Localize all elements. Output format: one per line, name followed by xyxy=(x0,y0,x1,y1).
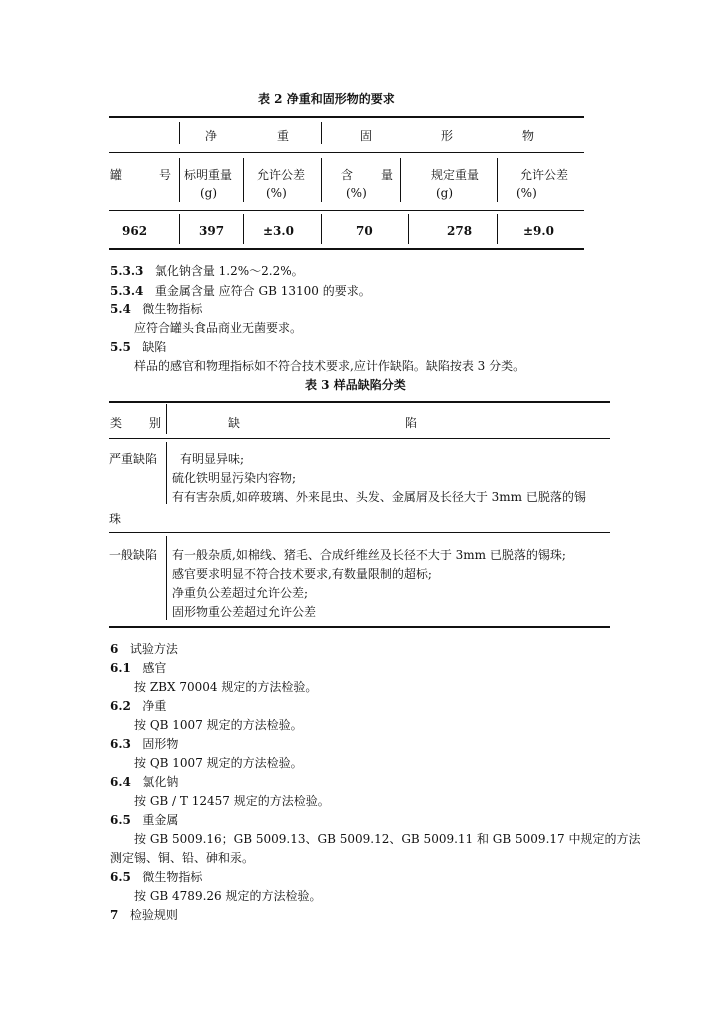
table2-col-content-unit: (%) xyxy=(346,186,367,200)
table2-cell-can: 962 xyxy=(122,224,148,238)
table2-group-net: 重 xyxy=(277,129,290,143)
section-number: 6.1 xyxy=(110,661,131,675)
section-number: 6.4 xyxy=(110,775,131,789)
section-body xyxy=(110,849,254,866)
section-6-2 xyxy=(110,697,166,714)
table3-serious-label: 严重缺陷 xyxy=(109,452,158,466)
table2-divider xyxy=(243,214,244,244)
section-number: 5.4 xyxy=(110,302,131,316)
table3-top-rule xyxy=(109,401,610,403)
table3-serious-item: 有明显异味; xyxy=(180,452,245,466)
table3-divider xyxy=(166,404,167,434)
section-text: 按 QB 1007 规定的方法检验。 xyxy=(134,718,303,732)
table3-head-category: 类 xyxy=(110,416,123,430)
table2-bottom-rule xyxy=(109,248,584,250)
section-text: 按 GB 4789.26 规定的方法检验。 xyxy=(134,889,322,903)
section-6-3 xyxy=(110,735,178,752)
section-7 xyxy=(110,906,178,923)
section-body xyxy=(134,887,321,904)
section-number: 5.3.3 xyxy=(110,264,144,278)
table3-bottom-rule xyxy=(109,626,610,628)
table2-cell-solid-tolerance: ±9.0 xyxy=(523,224,554,238)
section-body xyxy=(134,754,303,771)
table2-cell-specified: 278 xyxy=(447,224,473,238)
section-number: 6.5 xyxy=(110,870,131,884)
table2-col-tolerance: 允许公差 xyxy=(257,168,306,182)
section-body xyxy=(134,678,317,695)
section-text: 检验规则 xyxy=(129,908,178,922)
section-text: 氯化钠 xyxy=(142,775,179,789)
table2-col-content: 含 xyxy=(341,168,354,182)
table2-divider xyxy=(408,214,409,244)
section-text: 样品的感官和物理指标如不符合技术要求,应计作缺陷。缺陷按表 3 分类。 xyxy=(134,359,526,373)
table2-col-can: 罐 xyxy=(110,168,123,182)
section-number: 5.3.4 xyxy=(110,284,144,298)
table2-divider xyxy=(497,214,498,244)
section-6 xyxy=(110,640,178,657)
section-text: 按 QB 1007 规定的方法检验。 xyxy=(134,756,303,770)
table3-general-label: 一般缺陷 xyxy=(109,548,158,562)
table2-divider xyxy=(321,158,322,202)
table2-col-specified: 规定重量 xyxy=(431,168,480,182)
table3-header-rule xyxy=(109,438,610,439)
table3-row-rule xyxy=(109,532,610,533)
table3-serious-wrap: 珠 xyxy=(109,512,122,526)
section-text: 感官 xyxy=(142,661,167,675)
section-text: 微生物指标 xyxy=(142,870,203,884)
table2-divider xyxy=(321,122,322,144)
table3-general-item: 感官要求明显不符合技术要求,有数量限制的超标; xyxy=(172,567,432,581)
table2-col-solid-tolerance-unit: (%) xyxy=(516,186,537,200)
section-text: 净重 xyxy=(142,699,167,713)
section-number: 6.5 xyxy=(110,813,131,827)
table3-general-item: 净重负公差超过允许公差; xyxy=(172,586,309,600)
table3-general-item: 固形物重公差超过允许公差 xyxy=(172,605,317,619)
table2-col-content: 量 xyxy=(381,168,394,182)
table3-divider xyxy=(166,442,167,504)
section-body xyxy=(134,830,640,847)
table2-col-solid-tolerance: 允许公差 xyxy=(520,168,569,182)
table2-col-labeled-unit: (g) xyxy=(200,186,218,200)
section-number: 6.2 xyxy=(110,699,131,713)
section-5-5 xyxy=(110,338,166,355)
section-6-5b xyxy=(110,868,202,885)
section-text: 微生物指标 xyxy=(142,302,203,316)
table2-cell-labeled: 397 xyxy=(199,224,225,238)
table2-group-solid: 固 xyxy=(360,129,373,143)
section-text: 试验方法 xyxy=(129,642,178,656)
table2-divider xyxy=(497,158,498,202)
table3-head-defect: 缺 xyxy=(228,416,241,430)
section-body xyxy=(134,792,330,809)
table2-col-tolerance-unit: (%) xyxy=(266,186,287,200)
table2-col-labeled: 标明重量 xyxy=(184,168,233,182)
table3-general-item: 有一般杂质,如棉线、猪毛、合成纤维丝及长径不大于 3mm 已脱落的锡珠; xyxy=(172,548,566,562)
section-number: 7 xyxy=(110,908,119,922)
table2-cell-content: 70 xyxy=(356,224,373,238)
table3-head-defect: 陷 xyxy=(405,416,418,430)
section-5-4 xyxy=(110,300,202,317)
section-5-3-3 xyxy=(110,262,304,279)
table2-header-rule xyxy=(109,210,584,211)
section-text: 测定锡、铜、铅、砷和汞。 xyxy=(110,851,255,865)
section-text: 按 GB / T 12457 规定的方法检验。 xyxy=(134,794,330,808)
section-text: 重金属 xyxy=(142,813,179,827)
section-text: 按 GB 5009.16；GB 5009.13、GB 5009.12、GB 5009.11 和 GB 5009.17 中规定的方法 xyxy=(134,832,641,846)
table2-col-specified-unit: (g) xyxy=(436,186,454,200)
section-body xyxy=(134,716,303,733)
table3-serious-item: 有有害杂质,如碎玻璃、外来昆虫、头发、金属屑及长径大于 3mm 已脱落的锡 xyxy=(172,490,586,504)
table2-divider xyxy=(243,158,244,202)
table3-caption: 表 3 样品缺陷分类 xyxy=(305,378,406,392)
table2-divider xyxy=(179,214,180,244)
section-6-4 xyxy=(110,773,178,790)
table2-divider xyxy=(321,214,322,244)
table3-head-category: 别 xyxy=(149,416,162,430)
section-text: 按 ZBX 70004 规定的方法检验。 xyxy=(134,680,318,694)
table2-mid-rule xyxy=(109,152,584,153)
table2-col-can: 号 xyxy=(159,168,172,182)
table2-group-solid: 形 xyxy=(441,129,454,143)
section-6-5 xyxy=(110,811,178,828)
section-text: 应符合罐头食品商业无菌要求。 xyxy=(134,321,303,335)
table2-divider xyxy=(179,158,180,202)
table2-divider xyxy=(179,122,180,144)
section-number: 5.5 xyxy=(110,340,131,354)
table2-top-rule xyxy=(109,116,584,118)
section-6-1 xyxy=(110,659,166,676)
section-body xyxy=(134,357,525,374)
section-text: 重金属含量 应符合 GB 13100 的要求。 xyxy=(154,284,371,298)
section-5-3-4 xyxy=(110,282,371,299)
table2-divider xyxy=(400,158,401,202)
table2-cell-tolerance: ±3.0 xyxy=(263,224,294,238)
table2-caption: 表 2 净重和固形物的要求 xyxy=(258,92,395,106)
section-body xyxy=(134,319,302,336)
table2-group-net: 净 xyxy=(205,129,218,143)
table2-group-solid: 物 xyxy=(522,129,535,143)
section-number: 6.3 xyxy=(110,737,131,751)
section-text: 固形物 xyxy=(142,737,179,751)
section-text: 缺陷 xyxy=(142,340,167,354)
section-number: 6 xyxy=(110,642,119,656)
section-text: 氯化钠含量 1.2%～2.2%。 xyxy=(154,264,304,278)
table3-divider xyxy=(166,536,167,620)
table3-serious-item: 硫化铁明显污染内容物; xyxy=(172,471,297,485)
